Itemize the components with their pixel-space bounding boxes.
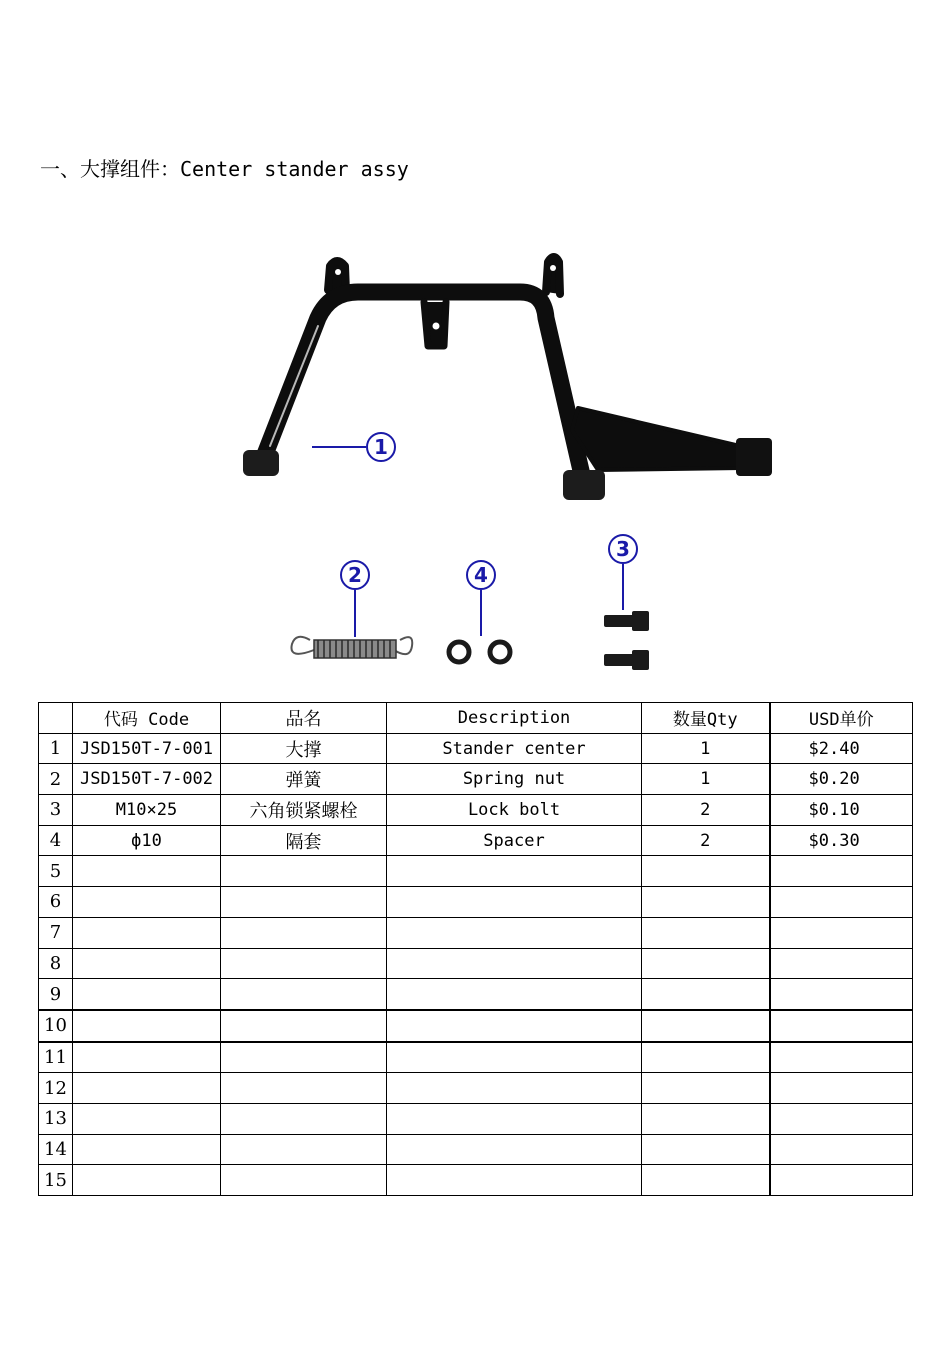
callout-4 (467, 561, 495, 636)
cell-price (770, 1042, 913, 1073)
callout-4-label: 4 (474, 563, 488, 587)
cell-price (770, 887, 913, 918)
cell-code: M10×25 (73, 795, 221, 826)
cell-code (73, 856, 221, 887)
table-row (39, 887, 913, 918)
cell-description (387, 979, 642, 1010)
cell-no: 5 (39, 856, 73, 887)
cell-name (221, 917, 387, 948)
cell-qty (642, 1042, 770, 1073)
cell-price: $0.20 (770, 764, 913, 795)
cell-name: 隔套 (221, 825, 387, 856)
cell-description (387, 1073, 642, 1104)
cell-name (221, 948, 387, 979)
cell-name: 大撑 (221, 733, 387, 764)
cell-no: 15 (39, 1165, 73, 1196)
cell-code (73, 1165, 221, 1196)
cell-name (221, 1073, 387, 1104)
cell-description (387, 1165, 642, 1196)
cell-no: 4 (39, 825, 73, 856)
callout-1 (312, 433, 395, 461)
cell-name (221, 1134, 387, 1165)
spacer-part (449, 642, 510, 662)
table-row (39, 733, 913, 764)
table-row (39, 1134, 913, 1165)
table-row (39, 856, 913, 887)
cell-no: 1 (39, 733, 73, 764)
cell-code (73, 1010, 221, 1042)
cell-qty: 1 (642, 764, 770, 795)
cell-price: $2.40 (770, 733, 913, 764)
header-no (39, 703, 73, 734)
header-price: USD单价 (770, 703, 913, 734)
cell-qty (642, 1103, 770, 1134)
cell-qty (642, 1073, 770, 1104)
cell-qty (642, 948, 770, 979)
cell-no: 11 (39, 1042, 73, 1073)
cell-code (73, 917, 221, 948)
cell-code (73, 1103, 221, 1134)
cell-no: 10 (39, 1010, 73, 1042)
cell-qty: 2 (642, 825, 770, 856)
cell-qty (642, 856, 770, 887)
cell-description (387, 1042, 642, 1073)
cell-no: 7 (39, 917, 73, 948)
callout-2-label: 2 (348, 563, 362, 587)
cell-description: Spring nut (387, 764, 642, 795)
spring-coils (314, 640, 396, 658)
cell-no: 6 (39, 887, 73, 918)
cell-code: JSD150T-7-001 (73, 733, 221, 764)
cell-price (770, 1165, 913, 1196)
cell-code: JSD150T-7-002 (73, 764, 221, 795)
cell-price: $0.30 (770, 825, 913, 856)
cell-code (73, 1134, 221, 1165)
table-row (39, 1042, 913, 1073)
header-code: 代码 Code (73, 703, 221, 734)
callout-2 (341, 561, 369, 637)
cell-code (73, 887, 221, 918)
table-row (39, 948, 913, 979)
cell-code (73, 979, 221, 1010)
table-header-row (39, 703, 913, 734)
cell-description (387, 1010, 642, 1042)
cell-qty: 1 (642, 733, 770, 764)
cell-no: 9 (39, 979, 73, 1010)
section-title: 一、大撑组件：Center stander assy (40, 157, 409, 181)
spring-part (291, 637, 412, 658)
table-row (39, 764, 913, 795)
cell-no: 13 (39, 1103, 73, 1134)
cell-code (73, 948, 221, 979)
cell-qty (642, 979, 770, 1010)
cell-description (387, 948, 642, 979)
cell-description (387, 917, 642, 948)
cell-qty (642, 1134, 770, 1165)
cell-description: Spacer (387, 825, 642, 856)
cell-description (387, 887, 642, 918)
table-row (39, 917, 913, 948)
callout-1-label: 1 (374, 435, 388, 459)
cell-qty (642, 887, 770, 918)
cell-code (73, 1073, 221, 1104)
parts-table (38, 702, 913, 1196)
cell-no: 12 (39, 1073, 73, 1104)
cell-name (221, 979, 387, 1010)
cell-no: 14 (39, 1134, 73, 1165)
cell-no: 8 (39, 948, 73, 979)
cell-description (387, 1134, 642, 1165)
cell-price (770, 917, 913, 948)
cell-price (770, 948, 913, 979)
cell-no: 3 (39, 795, 73, 826)
cell-qty (642, 1010, 770, 1042)
cell-price (770, 979, 913, 1010)
cell-description (387, 856, 642, 887)
cell-description (387, 1103, 642, 1134)
cell-price (770, 1010, 913, 1042)
table-row (39, 1073, 913, 1104)
callout-3-label: 3 (616, 537, 630, 561)
cell-name (221, 887, 387, 918)
cell-code: ф10 (73, 825, 221, 856)
center-stand-part (243, 257, 772, 500)
cell-name (221, 1010, 387, 1042)
table-row (39, 825, 913, 856)
cell-qty (642, 1165, 770, 1196)
parts-table-body (39, 733, 913, 1195)
header-description: Description (387, 703, 642, 734)
callout-3 (609, 535, 637, 610)
cell-name: 弹簧 (221, 764, 387, 795)
cell-name (221, 1165, 387, 1196)
cell-name (221, 1042, 387, 1073)
cell-qty (642, 917, 770, 948)
header-name: 品名 (221, 703, 387, 734)
table-row (39, 1103, 913, 1134)
cell-price (770, 856, 913, 887)
cell-description: Stander center (387, 733, 642, 764)
cell-name (221, 856, 387, 887)
table-row (39, 979, 913, 1010)
cell-code (73, 1042, 221, 1073)
bolt-part (604, 611, 649, 670)
cell-name (221, 1103, 387, 1134)
cell-description: Lock bolt (387, 795, 642, 826)
table-row (39, 1010, 913, 1042)
table-row (39, 795, 913, 826)
cell-name: 六角锁紧螺栓 (221, 795, 387, 826)
header-qty: 数量Qty (642, 703, 770, 734)
cell-price (770, 1134, 913, 1165)
cell-price (770, 1103, 913, 1134)
cell-price (770, 1073, 913, 1104)
table-row (39, 1165, 913, 1196)
cell-no: 2 (39, 764, 73, 795)
cell-price: $0.10 (770, 795, 913, 826)
cell-qty: 2 (642, 795, 770, 826)
